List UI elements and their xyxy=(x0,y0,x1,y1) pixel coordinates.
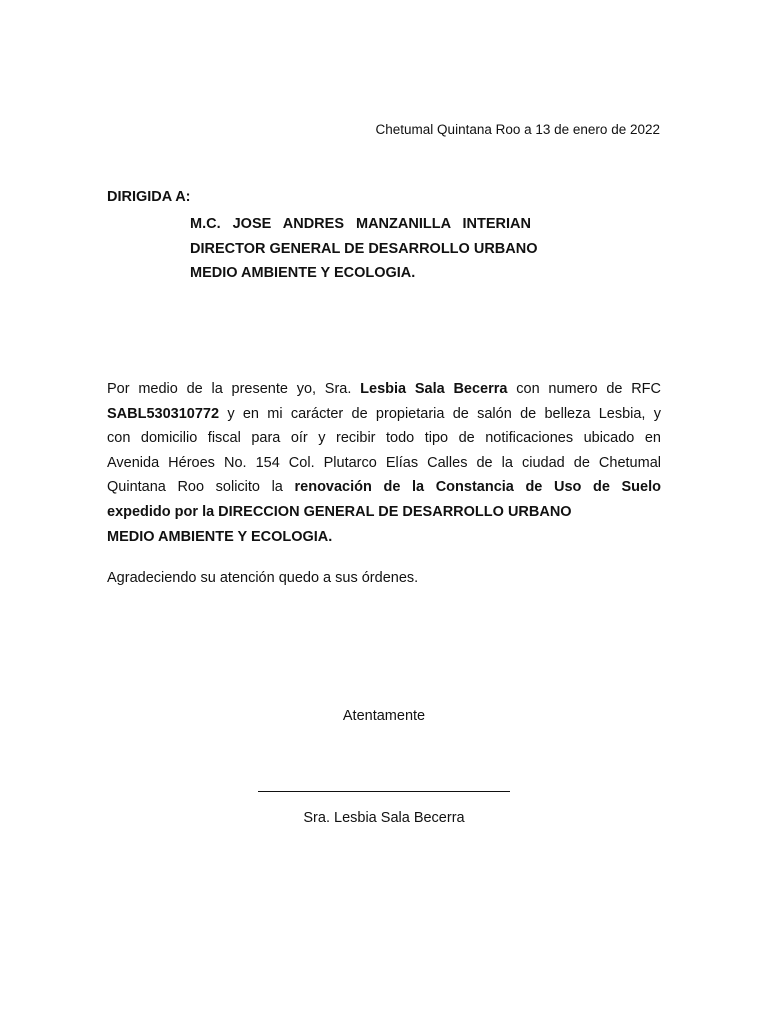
body-text: Quintana Roo solicito la xyxy=(107,479,283,496)
issuing-office-line2: MEDIO AMBIENTE Y ECOLOGIA. xyxy=(107,528,333,545)
body-text: Por medio de la presente yo, Sra. xyxy=(107,381,352,397)
body-line-6 xyxy=(107,500,661,525)
signer-name: Sra. Lesbia Sala Becerra xyxy=(303,810,465,826)
date-line: Chetumal Quintana Roo a 13 de enero de 2022 xyxy=(375,122,660,137)
body-line-1 xyxy=(107,377,661,402)
body-paragraph xyxy=(107,377,661,549)
issuing-office-line1: expedido por la DIRECCION GENERAL DE DESARROLLO URBANO xyxy=(107,503,572,520)
signature-line xyxy=(258,791,510,792)
body-line-3: con domicilio fiscal para oír y recibir todo tipo de notificaciones ubicado en xyxy=(107,430,661,447)
recipient-name: M.C. JOSE ANDRES MANZANILLA INTERIAN xyxy=(190,216,531,232)
body-line-5 xyxy=(107,475,661,500)
recipient-title-line2: MEDIO AMBIENTE Y ECOLOGIA. xyxy=(190,265,416,281)
recipient-title-line1: DIRECTOR GENERAL DE DESARROLLO URBANO xyxy=(190,240,538,257)
body-line-7 xyxy=(107,525,661,550)
applicant-name: Lesbia Sala Becerra xyxy=(360,381,508,397)
rfc-number: SABL530310772 xyxy=(107,405,220,422)
body-line-4: Avenida Héroes No. 154 Col. Plutarco Elías Calles de la ciudad de Chetumal xyxy=(107,454,661,471)
recipient-block xyxy=(190,212,537,286)
body-line-2 xyxy=(107,402,661,427)
body-text: con numero de RFC xyxy=(516,381,662,397)
request-subject: renovación de la Constancia de Uso de Suelo xyxy=(294,479,661,496)
closing-word: Atentamente xyxy=(342,708,426,724)
body-text: y en mi carácter de propietaria de salón de belleza Lesbia, y xyxy=(227,405,661,422)
thanks-line: Agradeciendo su atención quedo a sus órdenes. xyxy=(107,570,419,586)
addressed-to-label: DIRIGIDA A: xyxy=(107,189,191,205)
